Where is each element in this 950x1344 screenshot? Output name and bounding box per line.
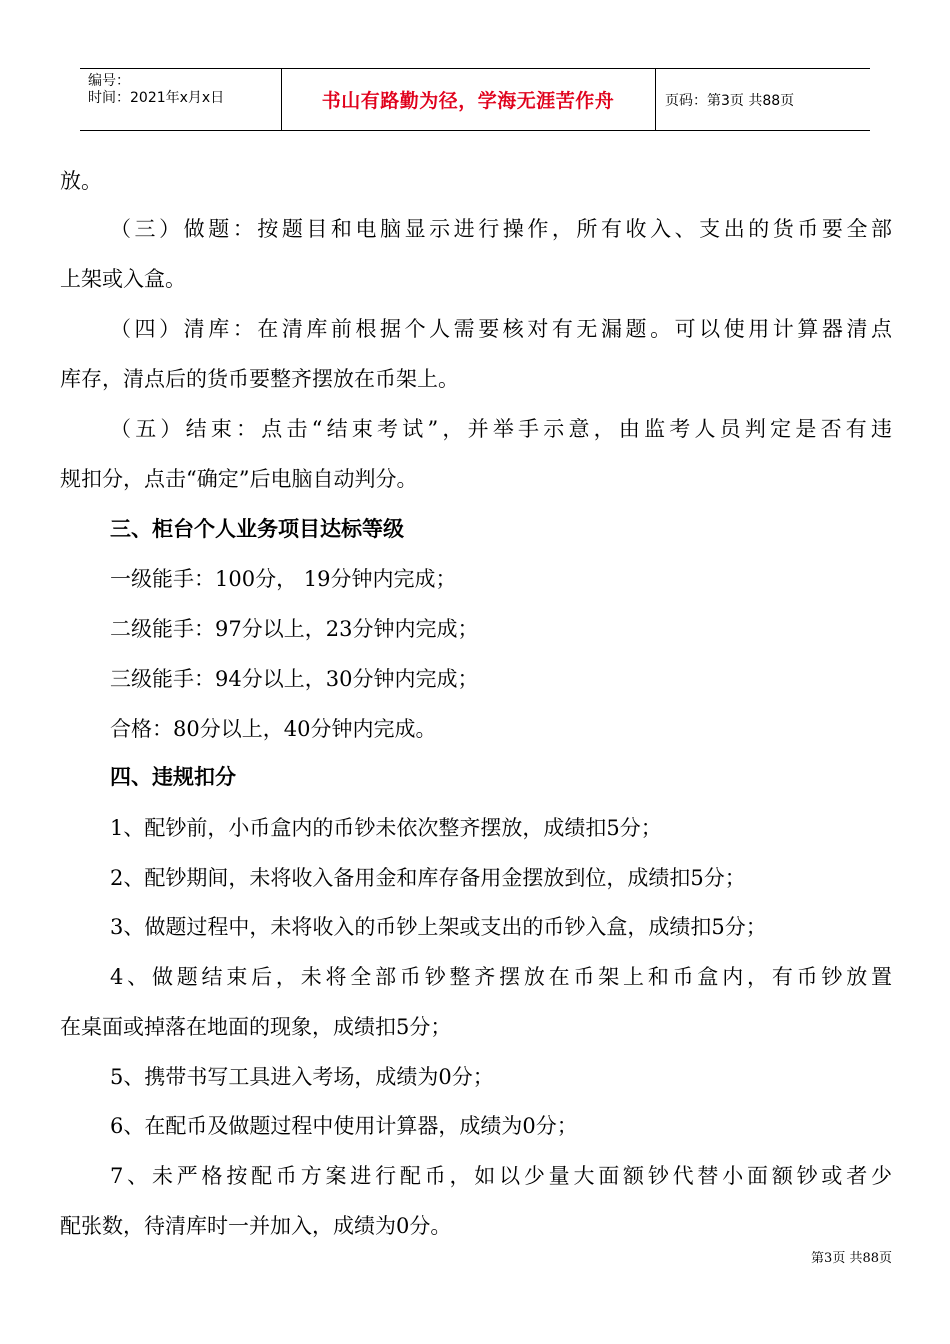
paragraph-line: （四）清库：在清库前根据个人需要核对有无漏题。可以使用计算器清点 (110, 317, 892, 341)
paragraph-line: 4、做题结束后，未将全部币钞整齐摆放在币架上和币盒内，有币钞放置 (110, 965, 892, 989)
paragraph-line: 库存，清点后的货币要整齐摆放在币架上。 (60, 367, 459, 391)
section-heading: 三、柜台个人业务项目达标等级 (110, 516, 404, 541)
paragraph-line: 配张数，待清库时一并加入，成绩为0分。 (60, 1214, 452, 1238)
header-meta (88, 73, 224, 107)
page-header (80, 68, 870, 131)
header-divider (655, 69, 656, 130)
paragraph-line: 5、携带书写工具进入考场，成绩为0分； (110, 1065, 494, 1089)
paragraph-line: 合格：80分以上，40分钟内完成。 (110, 717, 437, 741)
paragraph-line: 2、配钞期间，未将收入备用金和库存备用金摆放到位，成绩扣5分； (110, 866, 746, 890)
serial-label: 编号： (88, 73, 130, 89)
paragraph-line: 二级能手：97分以上，23分钟内完成； (110, 617, 479, 641)
date-line: 时间：2021年x月x日 (88, 90, 225, 106)
paragraph-line: 6、在配币及做题过程中使用计算器，成绩为0分； (110, 1114, 578, 1138)
paragraph-line: 上架或入盒。 (60, 267, 186, 291)
paragraph-line: 7、未严格按配币方案进行配币，如以少量大面额钞代替小面额钞或者少 (110, 1164, 892, 1188)
paragraph-line: 三级能手：94分以上，30分钟内完成； (110, 667, 479, 691)
header-motto: 书山有路勤为径，学海无涯苦作舟 (321, 90, 615, 112)
paragraph-line: 一级能手：100分， 19分钟内完成； (110, 567, 457, 591)
paragraph-line: 规扣分，点击“确定”后电脑自动判分。 (60, 467, 418, 491)
paragraph-line: 1、配钞前，小币盒内的币钞未依次整齐摆放，成绩扣5分； (110, 816, 662, 840)
page-footer: 第3页 共88页 (811, 1251, 892, 1266)
paragraph-line: 3、做题过程中，未将收入的币钞上架或支出的币钞入盒，成绩扣5分； (110, 915, 767, 939)
section-heading: 四、违规扣分 (110, 764, 236, 789)
paragraph-line: 在桌面或掉落在地面的现象，成绩扣5分； (60, 1015, 452, 1039)
paragraph-line: 放。 (60, 169, 102, 193)
header-page-info: 页码：第3页 共88页 (665, 92, 795, 109)
paragraph-line: （三）做题：按题目和电脑显示进行操作，所有收入、支出的货币要全部 (110, 217, 892, 241)
paragraph-line: （五）结束：点击“结束考试”，并举手示意，由监考人员判定是否有违 (110, 417, 892, 441)
